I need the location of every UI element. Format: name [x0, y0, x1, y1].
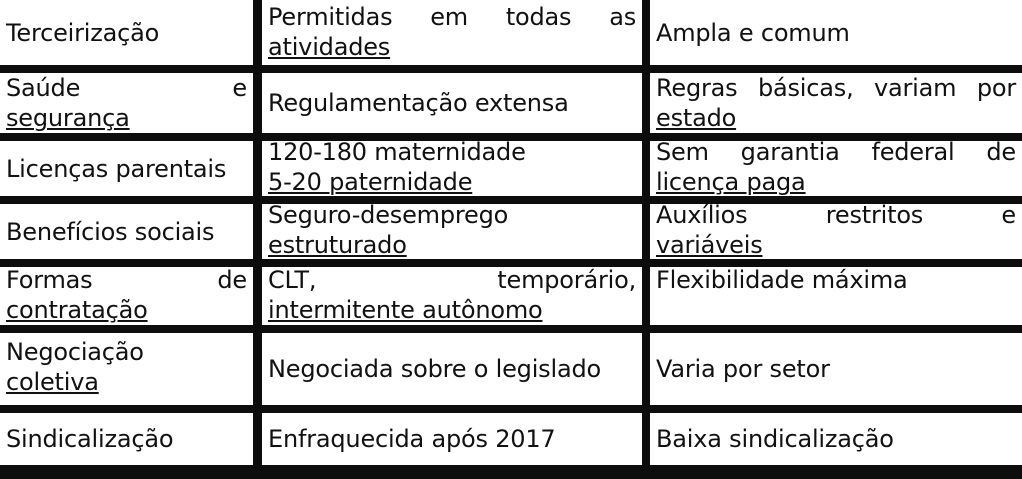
table-cell-brasil	[262, 73, 642, 133]
table-cell-brasil	[262, 333, 642, 405]
table-cell-brasil	[262, 141, 642, 196]
cell-text: Varia por setor	[656, 355, 830, 383]
cell-line: Permitidas em todas as	[268, 3, 636, 31]
cell-line: coletiva	[6, 368, 99, 396]
table-cell-eua	[650, 73, 1022, 133]
cell-text: Sindicalização	[6, 425, 174, 453]
table-cell-brasil	[262, 267, 642, 325]
table-cell-aspect	[0, 204, 253, 259]
cell-text	[268, 2, 636, 62]
cell-text: Flexibilidade máxima	[656, 267, 908, 294]
cell-text	[6, 267, 247, 325]
cell-text: Terceirização	[6, 18, 160, 47]
table-cell-brasil	[262, 204, 642, 259]
cell-text	[268, 204, 636, 259]
table-cell-eua	[650, 0, 1022, 65]
cell-text	[656, 141, 1016, 196]
cell-line: Negociação	[6, 338, 144, 366]
table-cell-eua	[650, 267, 1022, 325]
cell-text: Enfraquecida após 2017	[268, 425, 556, 453]
table-cell-aspect	[0, 333, 253, 405]
cell-text	[6, 337, 247, 397]
cell-line: variáveis	[656, 231, 763, 259]
cell-text: Negociada sobre o legislado	[268, 355, 601, 383]
cell-line: licença paga	[656, 168, 806, 196]
cell-text	[656, 204, 1016, 259]
cell-line: Sem garantia federal de	[656, 141, 1016, 166]
table-cell-aspect	[0, 73, 253, 133]
cell-line: Formas de	[6, 267, 247, 294]
cell-line: segurança	[6, 104, 130, 132]
cell-line: intermitente autônomo	[268, 296, 543, 324]
cell-line: Saúde e	[6, 74, 247, 102]
cell-text: Baixa sindicalização	[656, 425, 894, 453]
table-cell-aspect	[0, 0, 253, 65]
cell-text: Regulamentação extensa	[268, 89, 569, 117]
cell-text: Benefícios sociais	[6, 217, 215, 246]
table-cell-eua	[650, 204, 1022, 259]
cell-text: Licenças parentais	[6, 154, 227, 183]
cell-text	[268, 267, 636, 325]
table-cell-brasil	[262, 413, 642, 465]
cell-line: CLT, temporário,	[268, 267, 636, 294]
cell-line: Auxílios restritos e	[656, 204, 1016, 229]
table-cell-aspect	[0, 141, 253, 196]
cell-line: estruturado	[268, 231, 407, 259]
table-cell-eua	[650, 333, 1022, 405]
cell-text	[656, 73, 1016, 133]
cell-line: 5-20 paternidade	[268, 168, 473, 196]
cell-line: Regras básicas, variam por	[656, 74, 1016, 102]
cell-line: Seguro-desemprego	[268, 204, 509, 229]
table-cell-aspect	[0, 413, 253, 465]
cell-line: atividades	[268, 33, 391, 61]
cell-line: contratação	[6, 296, 148, 324]
table-cell-brasil	[262, 0, 642, 65]
table-cell-eua	[650, 141, 1022, 196]
cell-text	[268, 141, 636, 196]
cell-text	[6, 73, 247, 133]
table-cell-aspect	[0, 267, 253, 325]
cell-line: estado	[656, 104, 737, 132]
table-cell-eua	[650, 413, 1022, 465]
cell-text: Ampla e comum	[656, 18, 850, 47]
cell-line: 120-180 maternidade	[268, 141, 526, 166]
